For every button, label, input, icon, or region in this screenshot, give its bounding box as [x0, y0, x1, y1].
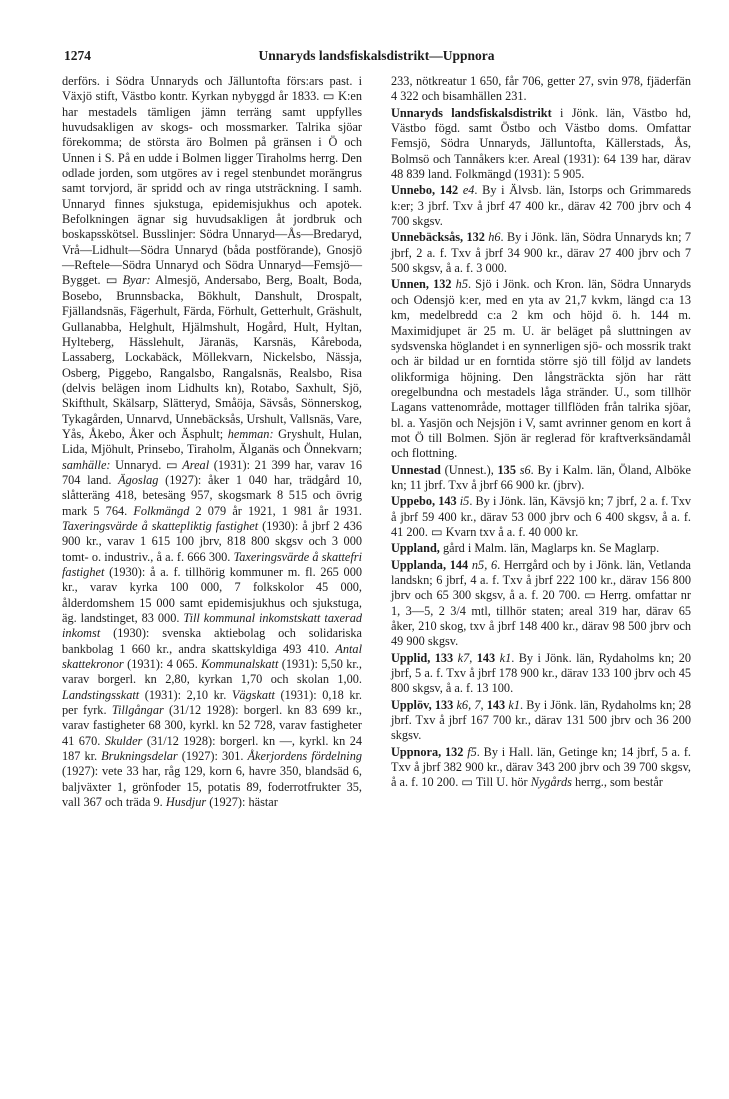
italic-term: Till kommunal inkomstskatt taxerad inkomst: [62, 611, 362, 641]
entry-headword: Unnebäcksås, 132: [391, 230, 489, 245]
italic-term: k1: [508, 697, 520, 712]
body-text: . Herrgård och by i Jönk. län, Vetlanda landskn; 6 jbrf, 4 a. f. Txv å jbrf 222 100 kr., därav 156 800 jbrv och 65 300 skgsv, å a. f. 20 700. ▭ Herrg. omfattar nr 1, 3—5, 2 3/4 mtl, tillhör staten; areal 319 har, därav 65 åker, 210 skog, txv å jbrf 148 400 kr., därav 98 500 jbrv och 49 900 skgsv.: [391, 557, 691, 649]
body-text: (Unnest.),: [440, 462, 498, 477]
italic-term: s6: [519, 462, 531, 477]
body-text: . By i Jönk. län, Södra Unnaryds kn; 7 jbrf, 2 a. f. Txv å jbrf 34 900 kr., därav 27 400 jbrv och 7 500 skgsv, å a. f. 3 000.: [391, 230, 691, 276]
italic-term: f5: [467, 744, 477, 759]
italic-term: Taxeringsvärde å skattepliktig fastighet: [62, 518, 259, 533]
body-text: (1931): 4 065.: [123, 657, 202, 672]
italic-term: hemman:: [227, 426, 274, 441]
entry-headword: 143: [486, 697, 509, 712]
right-column-paragraph: [391, 651, 691, 697]
italic-term: Folkmängd: [133, 503, 190, 518]
italic-term: samhälle:: [62, 457, 111, 472]
body-text: (1927): åker 1 040 har, trädgård 10, slåtteräng 418, betesäng 957, skogsmark 8 515 och övrig mark 5 764.: [62, 472, 362, 518]
left-column: [62, 74, 362, 811]
entry-headword: 135: [497, 462, 520, 477]
entry-headword: 143: [476, 650, 500, 665]
body-text: (1931): 2,10 kr.: [139, 687, 232, 702]
body-text: (31/12 1928): borgerl. kn 83 699 kr., varav fastigheter 68 300, kyrkl. kn 52 728, varav fastigheter 41 670.: [62, 703, 362, 748]
body-text: (31/12 1928): borgerl. kn —, kyrkl. kn 24 187 kr.: [62, 733, 362, 764]
body-text: (1930): svenska aktiebolag och solidariska bankbolag 1 660 kr., andra skattskyldiga 493 410.: [62, 626, 362, 656]
body-text: (1930): å jbrf 2 436 900 kr., varav 1 615 100 jbrv, 818 800 skgsv och 3 000 tomt- o. industriv., å a. f. 666 300.: [62, 518, 362, 564]
page-number: 1274: [64, 48, 91, 63]
entry-headword: Uppebo, 143: [391, 494, 460, 509]
right-column-paragraph: [391, 541, 691, 556]
italic-term: Nygårds: [530, 775, 572, 790]
body-text: (1931): 21 399 har, varav 16 704 land.: [62, 457, 362, 487]
italic-term: Antal skattekronor: [62, 641, 362, 672]
running-header: [62, 48, 691, 66]
body-text: derförs. i Södra Unnaryds och Jälluntofta förs:ars past. i Växjö stift, Västbo kontr. Kyrkan nybyggd år 1833. ▭ K:en har mestadels tämligen jämn terräng samt uppfylles huvudsakligen av skogs- och mossmarker. Talrika sjöar förekomma; de största äro Bolmen på gränsen i Ö och Unnen i S. På en udde i Bolmen ligger Tiraholms herrg. Den odlade jorden, som utgöres av i regel stenbundet morängrus samt torvjord, är spridd och av ringa utsträckning. I samh. Unnaryd finnes sjukstuga, epidemisjukhus och apotek. Befolkningen ägnar sig huvudsakligen åt jordbruk och boskapsskötsel. Busslinjer: Södra Unnaryd—Ås—Bredaryd, Vrå—Lidhult—Södra Unnaryd (båda postförande), Gnosjö—Reftele—Södra Unnaryd och Södra Unnaryd—Femsjö—Bygget. ▭: [62, 74, 362, 288]
italic-term: e4: [462, 183, 475, 198]
italic-term: Taxeringsvärde å skattefri fastighet: [62, 549, 363, 579]
italic-term: Brukningsdelar: [101, 749, 178, 764]
body-text: (1931): 0,18 kr. per fyrk.: [62, 687, 362, 718]
body-text: 2 079 år 1921, 1 981 år 1931.: [189, 503, 362, 518]
italic-term: h6: [488, 230, 501, 245]
right-column-paragraph: [391, 745, 691, 791]
italic-term: Byar:: [122, 273, 151, 288]
body-text: (1927): vete 33 har, råg 129, korn 6, havre 350, blandsäd 6, baljväxter 1, grönfoder 15, potatis 89, foderrotfrukter 35, vall 367 och träda 9.: [62, 764, 362, 810]
running-title: Unnaryds landsfiskalsdistrikt—Uppnora: [258, 48, 495, 63]
right-column-paragraph: [391, 494, 691, 540]
body-text: (1927): hästar: [206, 795, 278, 810]
body-text: i Jönk. län, Västbo hd, Västbo fögd. samt Östbo och Västbo doms. Omfattar Femsjö, Södra Unnaryds, Jälluntofta, Källerstads, Ås, Bolmsö och Tannåkers k:er. Areal (1931): 64 139 har, därav 48 839 land. Folkmängd (1931): 5 905.: [391, 105, 691, 182]
body-text: Almesjö, Andersabo, Berg, Boalt, Boda, Bosebo, Brunnsbacka, Bökhult, Danshult, Drospalt, Fjällandsnäs, Fägerhult, Färda, Förhult, Getterhult, Gräshult, Gullanabba, Helghult, Hjälmshult, Hogård, Hult, Hyltan, Hylteberg, Hässlehult, Järanäs, Karsnäs, Kåreboda, Lassaberg, Lockabäck, Möllekvarn, Nickelsbo, Nässja, Osberg, Piggebo, Rangalsbo, Rangalsnäs, Realsbo, Risa (delvis belägen inom Lidhults kn), Rotabo, Saxhult, Sjö, Skifthult, Skälsarp, Slätteryd, Småöja, Sävsås, Sönnerskog, Tykagården, Unnarvd, Unnebäcksås, Urshult, Vallsnäs, Vare, Yås, Åkebo, Åker och Äsphult;: [62, 273, 362, 441]
body-text: ,: [469, 650, 477, 665]
italic-term: Tillgångar: [111, 703, 164, 718]
right-column-paragraph: [391, 277, 691, 461]
body-text: . By i Kalm. län, Öland, Alböke kn; 11 jbrf. Txv å jbrf 66 900 kr. (jbrv).: [391, 462, 691, 492]
entry-headword: Upplöv, 133: [391, 697, 457, 712]
entry-headword: Uppnora, 132: [391, 744, 468, 759]
italic-term: n5, 6: [471, 557, 498, 572]
entry-headword: Unnaryds landsfiskalsdistrikt: [391, 105, 552, 120]
italic-term: i5: [459, 494, 470, 509]
italic-term: Åkerjordens fördelning: [247, 749, 362, 764]
right-column-paragraph: [391, 106, 691, 183]
entry-headword: Unnebo, 142: [391, 183, 463, 198]
body-text: . By i Jönk. län, Rydaholms kn; 20 jbrf, 5 a. f. Txv å jbrf 178 900 kr., därav 133 100 jbrv och 45 800 skgsv, å a. f. 13 100.: [391, 650, 691, 696]
entry-headword: Unnestad: [391, 462, 441, 477]
italic-term: k7: [457, 650, 470, 665]
italic-term: Ägoslag: [118, 472, 159, 487]
body-text: . By i Älvsb. län, Istorps och Grimmareds k:er; 3 jbrf. Txv å jbrf 47 400 kr., därav 42 700 jbrv och 4 700 skgsv.: [391, 183, 692, 229]
body-text: ,: [480, 697, 487, 712]
body-text: (1927): 301.: [177, 749, 248, 764]
body-text: . By i Hall. län, Getinge kn; 14 jbrf, 5 a. f. Txv å jbrf 382 900 kr., därav 343 200 jbrv och 39 700 skgsv, å a. f. 10 200. ▭ Till U. hör: [391, 744, 691, 790]
italic-term: k6, 7: [456, 697, 481, 712]
italic-term: Landstingsskatt: [62, 687, 140, 702]
body-text: . By i Jönk. län, Rydaholms kn; 28 jbrf. Txv å jbrf 167 700 kr., därav 131 500 jbrv och 36 200 skgsv.: [391, 697, 691, 743]
body-text: . By i Jönk. län, Kävsjö kn; 7 jbrf, 2 a. f. Txv å jbrf 59 400 kr., därav 53 000 jbrv och 6 400 skgsv, å a. f. 41 200. ▭ Kvarn txv å a. f. 40 000 kr.: [391, 494, 691, 539]
entry-headword: Unnen, 132: [391, 277, 456, 292]
italic-term: Husdjur: [165, 795, 207, 810]
italic-term: Areal: [182, 457, 210, 472]
body-text: (1931): 5,50 kr., varav borgerl. kn 2,80, kyrkan 1,70 och skolan 1,00.: [62, 657, 363, 687]
body-text: Unnaryd. ▭: [110, 457, 183, 472]
entry-headword: Uppland,: [391, 541, 440, 556]
italic-term: h5: [455, 277, 468, 292]
entry-headword: Upplid, 133: [391, 650, 458, 665]
body-text: 233, nötkreatur 1 650, får 706, getter 27, svin 978, fjäderfän 4 322 och bisamhällen 231.: [391, 74, 691, 104]
two-column-body: [62, 74, 691, 811]
body-text: gård i Malm. län, Maglarps kn. Se Maglarp.: [439, 541, 660, 556]
italic-term: Kommunalskatt: [201, 657, 279, 672]
italic-term: k1: [499, 650, 512, 665]
right-column-paragraph: [391, 74, 691, 105]
right-column-paragraph: [391, 463, 691, 494]
right-column-paragraph: [391, 698, 691, 744]
right-column-paragraph: [391, 230, 691, 276]
body-text: (1930): å a. f. tillhörig kommuner m. fl. 265 000 kr., varav kyrka 100 000, 7 folkskolor 45 000, ålderdomshem 15 000 samt epidemisjukhus och sjukstuga, äg. landstinget, 83 000.: [62, 565, 362, 626]
left-column-paragraph: [62, 74, 362, 811]
italic-term: Vägskatt: [231, 687, 275, 702]
body-text: . Sjö i Jönk. och Kron. län, Södra Unnaryds och Odensjö k:er, med en yta av 21,7 kvkm, längd c:a 13 km, medelbredd c:a 2 km och höjd ö. h. 144 m. Maximidjupet är 25 m. U. är beläget på sluttningen av sydsvenska höglandet i en synnerligen sjö- och mossrik trakt och är bildad ur en forntida större sjö till följd av landets olikformiga höjning. Den långsträckta sjön har rätt oregelbundna och mestadels låga stränder. U., som tillhör Lagans vattenområde, mottager tillflöden från talrika sjöar, bl. a. Yasjön och Nejsjön i V, samt avrinner genom en kort å mot Ö till Bolmen. Sjön är reglerad för kraftverksändamål och flottning.: [391, 277, 691, 461]
right-column-paragraph: [391, 558, 691, 650]
body-text: herrg., som består: [571, 775, 663, 790]
italic-term: Skulder: [104, 733, 143, 748]
right-column: [391, 74, 691, 811]
right-column-paragraph: [391, 183, 691, 229]
body-text: Gryshult, Hulan, Lida, Mjöhult, Prinsebo, Tiraholm, Älganäs och Önnekvarn;: [62, 426, 362, 457]
entry-headword: Upplanda, 144: [391, 557, 472, 572]
